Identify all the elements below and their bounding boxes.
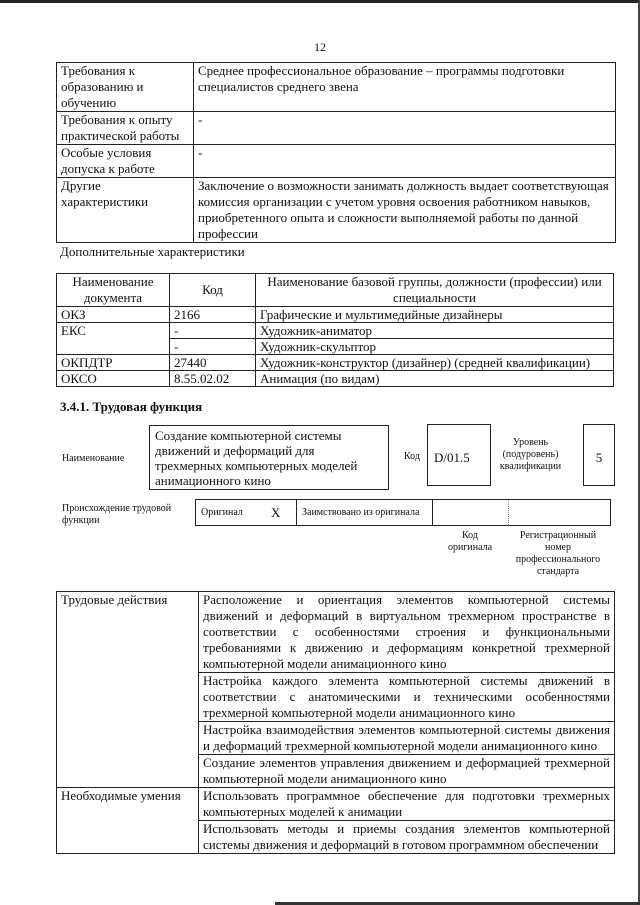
cell-doc: ОКСО [57, 371, 170, 387]
function-code-value: D/01.5 [427, 424, 491, 486]
row-label: Другие характеристики [57, 178, 194, 243]
origin-original-label: Оригинал [196, 500, 267, 526]
cell-name: Анимация (по видам) [256, 371, 614, 387]
labor-action: Настройка взаимодействия элементов компьютерной системы движения и деформаций трехмерной компьютерной модели анимационного кино [199, 722, 615, 755]
qualification-level-label: Уровень (подуровень) квалификации [499, 437, 562, 472]
table-row [57, 307, 614, 323]
additional-characteristics-table [56, 273, 614, 387]
table-row [57, 323, 614, 339]
registration-number-caption: Регистрационный номер профессионального стандарта [515, 530, 601, 577]
origin-borrowed-label: Заимствовано из оригинала [297, 500, 433, 526]
cell-name: Художник-аниматор [256, 323, 614, 339]
cell-doc: ЕКС [57, 323, 170, 355]
cell-code: 8.55.02.02 [170, 371, 256, 387]
cell-doc: ОКПДТР [57, 355, 170, 371]
table-row [196, 500, 611, 526]
table-row [57, 63, 616, 112]
table-row [57, 592, 615, 673]
skill-item: Использовать методы и приемы создания элементов компьютерной системы движения и деформаций в готовом программном обеспечении [199, 821, 615, 854]
table-row [57, 145, 616, 178]
row-label: Требования к образованию и обучению [57, 63, 194, 112]
column-header: Наименование документа [57, 274, 170, 307]
table-row [57, 178, 616, 243]
page-number: 12 [314, 40, 326, 54]
row-value: Среднее профессиональное образование – программы подготовки специалистов среднего звена [194, 63, 616, 112]
row-value: - [194, 112, 616, 145]
table-row [57, 112, 616, 145]
cell-doc: ОКЗ [57, 307, 170, 323]
origin-label: Происхождение трудовой функции [62, 503, 172, 526]
additional-title: Дополнительные характеристики [60, 244, 245, 259]
function-code-label: Код [404, 451, 420, 462]
table-row [57, 371, 614, 387]
column-header: Код [170, 274, 256, 307]
table-header-row [57, 274, 614, 307]
original-code-caption: Код оригинала [447, 530, 493, 553]
row-value: Заключение о возможности занимать должность выдает соответствующая комиссия организации с учетом уровня освоения работником навыков, приобретенного опыта и сложности выполняемой работы по данной профессии [194, 178, 616, 243]
cell-name: Художник-скульптор [256, 339, 614, 355]
cell-code: 2166 [170, 307, 256, 323]
scan-border-top [0, 0, 640, 3]
column-header: Наименование базовой группы, должности (профессии) или специальности [256, 274, 614, 307]
skills-label: Необходимые умения [57, 788, 199, 854]
cell-name: Художник-конструктор (дизайнер) (средней квалификации) [256, 355, 614, 371]
origin-reg-cell [509, 500, 611, 526]
skill-item: Использовать программное обеспечение для подготовки трехмерных компьютерных моделей к анимации [199, 788, 615, 821]
labor-action: Расположение и ориентация элементов компьютерной системы движений и деформаций в виртуальном трехмерном пространстве в соответствии с особенностями строения и функциональными требованиями к движению и деформациям конкретной трехмерной компьютерной модели анимационного кино [199, 592, 615, 673]
origin-code-cell [433, 500, 509, 526]
labor-action: Настройка каждого элемента компьютерной системы движений в соответствии с анатомическими и техническими особенностями трехмерной компьютерной модели анимационного кино [199, 673, 615, 722]
table-row [57, 788, 615, 821]
row-value: - [194, 145, 616, 178]
requirements-table [56, 62, 616, 243]
cell-code: - [170, 323, 256, 339]
table-row [57, 355, 614, 371]
origin-mark: X [266, 500, 297, 526]
cell-name: Графические и мультимедийные дизайнеры [256, 307, 614, 323]
cell-code: 27440 [170, 355, 256, 371]
row-label: Особые условия допуска к работе [57, 145, 194, 178]
section-heading: 3.4.1. Трудовая функция [60, 399, 203, 414]
origin-table [195, 499, 611, 526]
cell-code: - [170, 339, 256, 355]
function-name-label: Наименование [62, 453, 125, 464]
labor-actions-label: Трудовые действия [57, 592, 199, 788]
labor-action: Создание элементов управления движением и деформацией трехмерной компьютерной модели анимационного кино [199, 755, 615, 788]
labor-table [56, 591, 615, 854]
function-name-value: Создание компьютерной системы движений и деформаций для трехмерных компьютерных моделей анимационного кино [149, 425, 389, 490]
row-label: Требования к опыту практической работы [57, 112, 194, 145]
qualification-level-value: 5 [583, 424, 615, 486]
